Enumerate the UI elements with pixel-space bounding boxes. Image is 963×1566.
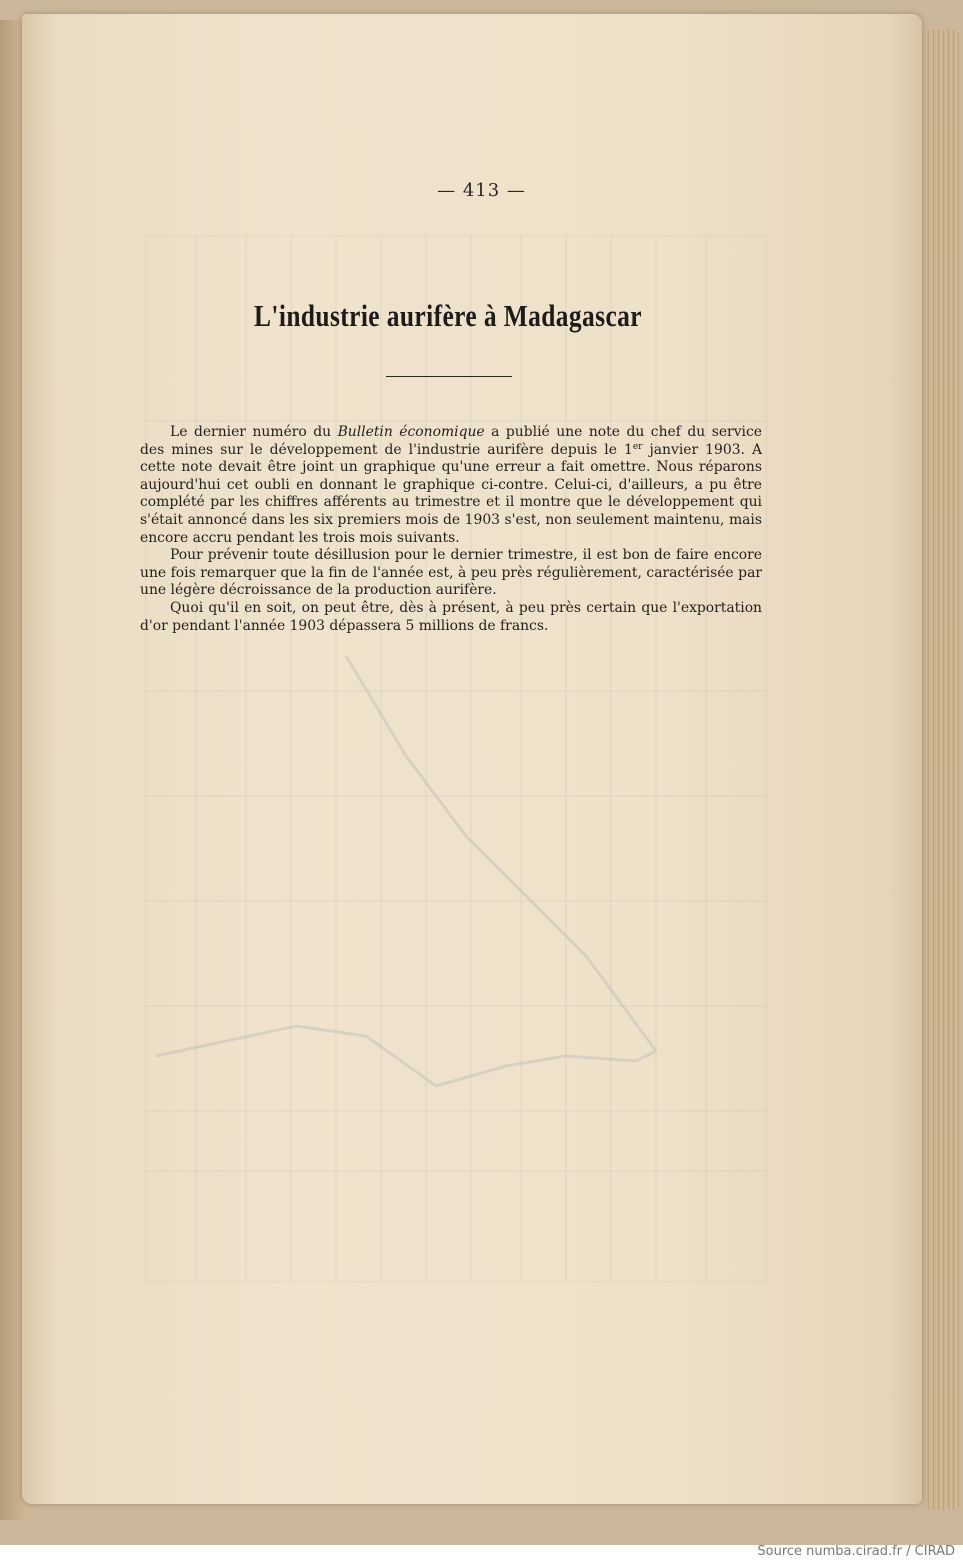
page-stack-edge (925, 30, 959, 1510)
reverse-side-chart-bleed (145, 235, 767, 1282)
article-title: L'industrie aurifère à Madagascar (254, 298, 642, 333)
title-divider (386, 376, 512, 377)
paragraph-2: Pour prévenir toute désillusion pour le dernier trimestre, il est bon de faire encore une fois remarquer que la fin de l'année est, à peu près régulièrement, caractérisée par une légère décroissance de la production aurifère. (140, 547, 762, 599)
paragraph-1-middle: a publié une note du chef du service des mines sur le développement de l'industrie aurifère depuis le 1 (140, 424, 762, 458)
paragraph-1-tail: janvier 1903. A cette note devait être joint un graphique qu'une erreur a fait omettre. Nous réparons aujourd'hui cet oubli en donnant le graphique ci-contre. Celui-ci, d'ailleurs, a pu être complété par les chiffres afférents au trimestre et il montre que le développement qui s'était annoncé dans les six premiers mois de 1903 s'est, non seulement maintenu, mais encore accru pendant les trois mois suivants. (140, 441, 762, 546)
paragraph-1 (140, 424, 762, 547)
page-number: — 413 — (437, 180, 526, 201)
ordinal-superscript: er (632, 441, 643, 452)
paragraph-1-lead: Le dernier numéro du (170, 424, 338, 440)
bleed-grid (146, 236, 766, 1281)
source-credit: Source numba.cirad.fr / CIRAD (757, 1544, 955, 1559)
publication-name: Bulletin économique (337, 424, 485, 440)
paragraph-3: Quoi qu'il en soit, on peut être, dès à présent, à peu près certain que l'exportation d'or pendant l'année 1903 dépassera 5 millions de francs. (140, 599, 762, 634)
article-body (140, 424, 762, 635)
